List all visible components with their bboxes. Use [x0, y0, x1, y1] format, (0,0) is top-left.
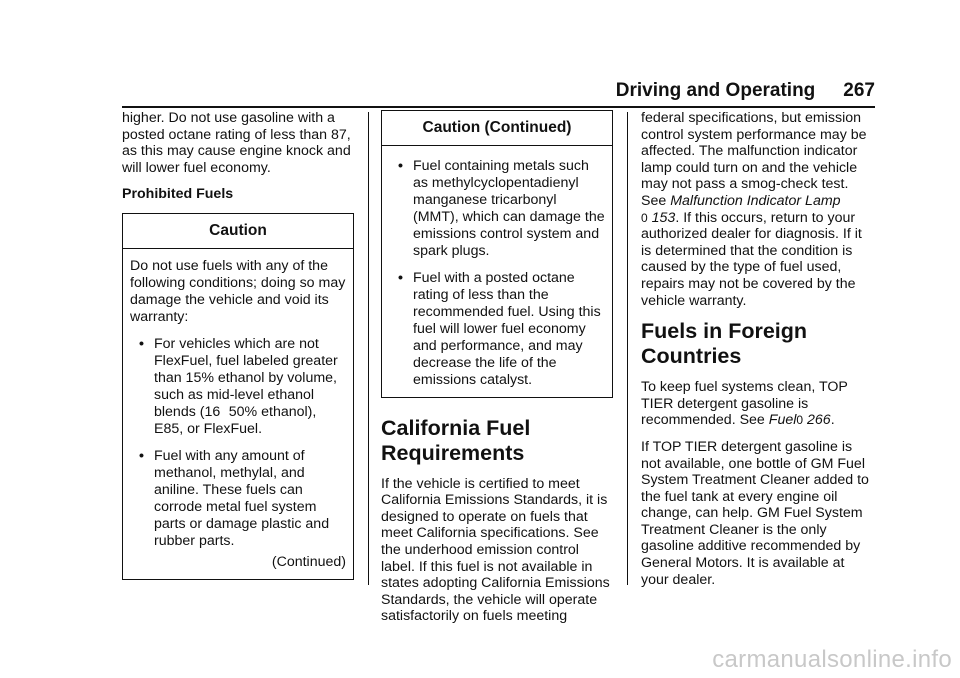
caution-box — [122, 213, 354, 580]
column-1 — [122, 110, 354, 580]
top-tier-paragraph — [641, 379, 873, 429]
column-divider — [368, 112, 369, 585]
caution-continued-bullets — [389, 158, 605, 389]
bullet-icon: • — [139, 335, 144, 352]
list-item — [389, 270, 605, 389]
caution-continued-title: Caution (Continued) — [382, 111, 612, 146]
page-reference[interactable]: 153 — [651, 209, 676, 226]
bullet-icon: • — [398, 157, 403, 174]
emission-text-cont: . If this occurs, return to your authorized dealer for diagnosis. If it is determined that the condition is caused by the type of fuel used, repairs may not be covered by the vehicle warranty. — [641, 209, 862, 309]
caution-body — [123, 249, 353, 579]
list-item-text: Fuel containing metals such as methylcyclopentadienyl manganese tricarbonyl (MMT), which can damage the emissions control system and spark plugs. — [413, 157, 605, 259]
intro-paragraph: higher. Do not use gasoline with a posted octane rating of less than 87, as this may cause engine knock and will lower fuel economy. — [122, 110, 351, 176]
caution-continued-body — [382, 146, 612, 397]
california-fuel-heading: California Fuel Requirements — [381, 415, 531, 465]
top-tier-text-end: . — [830, 412, 835, 429]
column-divider — [627, 112, 628, 585]
section-title: Driving and Operating — [615, 80, 816, 101]
california-paragraph: If the vehicle is certified to meet California Emissions Standards, it is designed to operate on fuels that meet California specifications. See the underhood emission control label. If this fuel is not available in states adopting California Emissions Standards, the vehicle will operate satisfactorily on fuels meeting — [381, 475, 610, 625]
page-reference[interactable]: 266 — [807, 412, 831, 429]
column-2 — [381, 110, 613, 635]
bullet-icon: • — [139, 447, 144, 464]
emission-paragraph — [641, 110, 873, 309]
running-header — [616, 80, 875, 102]
header-rule — [122, 106, 875, 108]
bullet-icon: • — [398, 269, 403, 286]
top-tier-text: To keep fuel systems clean, TOP TIER detergent gasoline is recommended. See — [641, 379, 848, 429]
malfunction-indicator-link[interactable]: Malfunction Indicator Lamp — [670, 192, 841, 209]
list-item-text: Fuel with any amount of methanol, methylal, and aniline. These fuels can corrode metal fuel system parts or damage plastic and rubber parts. — [154, 447, 330, 549]
page-reference-icon: 0 — [796, 413, 804, 428]
page-reference-icon: 0 — [641, 210, 648, 225]
foreign-fuels-heading: Fuels in Foreign Countries — [641, 319, 808, 369]
emission-text: federal specifications, but emission control system performance may be affected. The malfunction indicator lamp could turn on and the vehicle may not pass a smog-check test. See — [641, 110, 867, 209]
caution-title: Caution — [123, 214, 353, 249]
list-item — [130, 336, 346, 438]
list-item-text: For vehicles which are not FlexFuel, fuel labeled greater than 15% ethanol by volume, such as mid-level ethanol blends (16 50% ethanol), E85, or FlexFuel. — [154, 335, 338, 437]
caution-bullets — [130, 336, 346, 550]
caution-text: Do not use fuels with any of the following conditions; doing so may damage the vehicle and void its warranty: — [130, 257, 346, 325]
list-item — [389, 158, 605, 260]
caution-continued-box — [381, 110, 613, 398]
fuel-link[interactable]: Fuel — [768, 412, 797, 429]
page-number: 267 — [843, 80, 875, 101]
list-item — [130, 448, 346, 550]
list-item-text: Fuel with a posted octane rating of less than the recommended fuel. Using this fuel will lower fuel economy and performance, and may decrease the life of the emissions catalyst. — [413, 269, 601, 388]
treatment-cleaner-paragraph: If TOP TIER detergent gasoline is not available, one bottle of GM Fuel System Treatment Cleaner added to the fuel tank at every engine oil change, can help. GM Fuel System Treatment Cleaner is the only gasoline additive recommended by General Motors. It is available at your dealer. — [641, 438, 869, 588]
watermark: carmanualsonline.info — [712, 646, 952, 673]
column-3 — [641, 110, 873, 598]
prohibited-fuels-heading: Prohibited Fuels — [122, 186, 234, 203]
continued-label: (Continued) — [271, 553, 346, 570]
